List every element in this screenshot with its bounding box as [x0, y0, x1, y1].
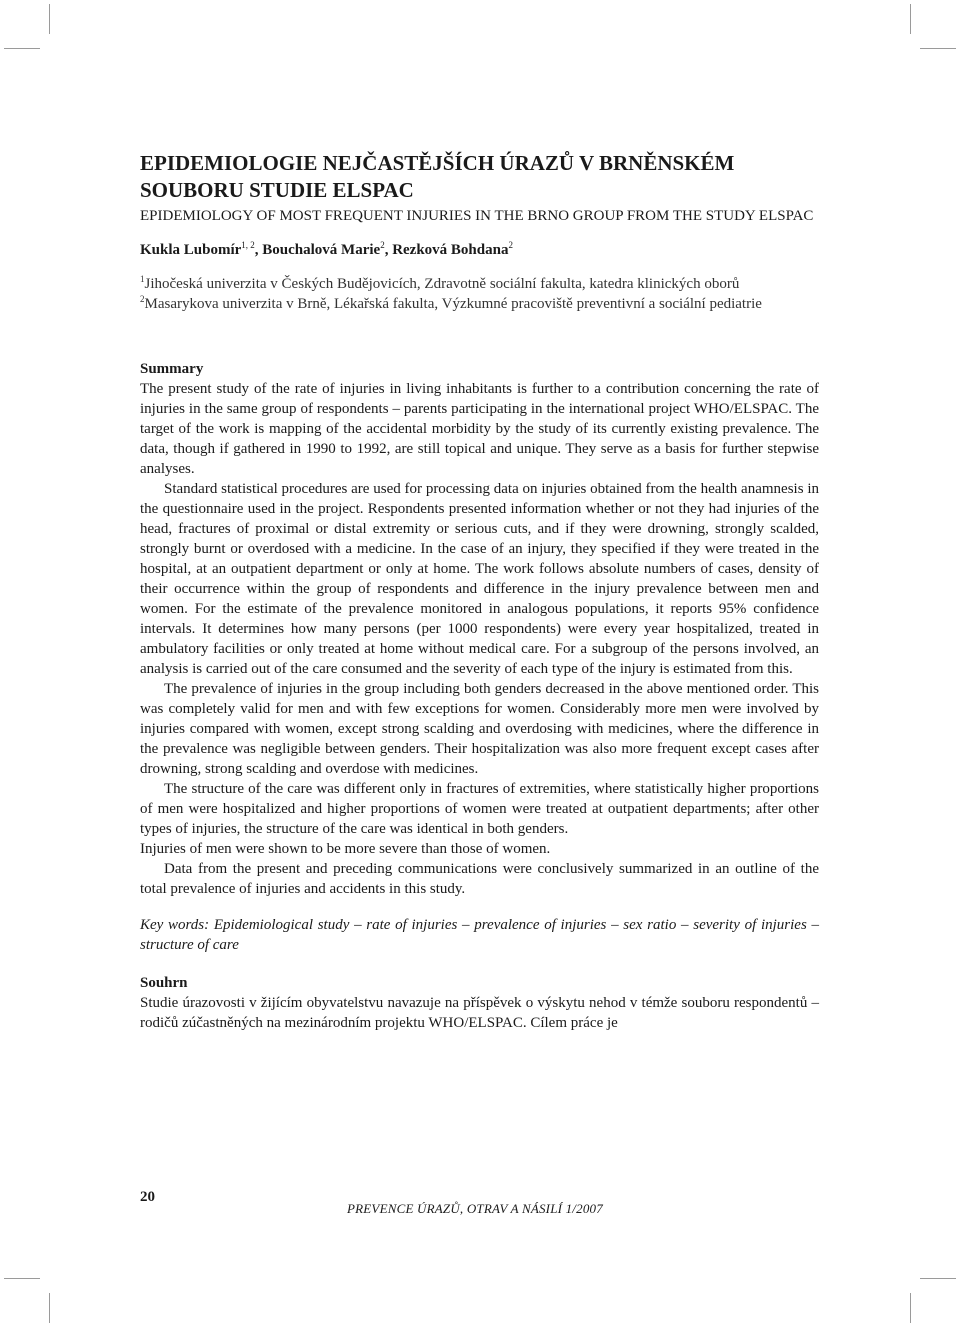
affiliation-number: 1	[140, 274, 145, 284]
author-affiliation-ref: 2	[380, 240, 385, 250]
summary-paragraph: Data from the present and preceding communications were conclusively summarized in an outline of the total prevalence of injuries and accidents in this study.	[140, 861, 819, 897]
affiliation-text: Masarykova univerzita v Brně, Lékařská fakulta, Výzkumné pracoviště preventivní a sociální pediatrie	[144, 296, 762, 312]
affiliation	[140, 274, 819, 294]
article-title: EPIDEMIOLOGIE NEJČASTĚJŠÍCH ÚRAZŮ V BRNĚNSKÉM SOUBORU STUDIE ELSPAC	[140, 151, 735, 202]
crop-mark	[4, 48, 40, 49]
crop-mark	[49, 1293, 50, 1323]
journal-footer: PREVENCE ÚRAZŮ, OTRAV A NÁSILÍ 1/2007	[347, 1201, 603, 1216]
author-name: Rezková Bohdana	[392, 242, 509, 258]
author-affiliation-ref: 2	[508, 240, 513, 250]
author-name: Kukla Lubomír	[140, 242, 242, 258]
summary-paragraph: Standard statistical procedures are used for processing data on injuries obtained from the health anamnesis in the questionnaire used in the project. Respondents presented information whether or not they had injuries of the head, fractures of proximal or distal extremity or serious cuts, and if they were drowning, strongly scalded, strongly burnt or overdosed with a medicine. In the case of an injury, they specified if they were treated in the hospital, at an outpatient department or only at home. The work follows absolute numbers of cases, density of their occurrence within the group of respondents and difference in the injury prevalence between men and women. For the estimate of the prevalence monitored in analogous populations, it reports 95% confidence intervals. It determines how many persons (per 1000 respondents) were every year hospitalized, treated in ambulatory facilities or only treated at home without medical care. For a subgroup of the persons involved, an analysis is carried out of the care consumed and the severity of each type of the injury is estimated from this.	[140, 481, 819, 677]
author-separator: ,	[384, 242, 393, 258]
summary-paragraph: The present study of the rate of injuries in living inhabitants is further to a contribution concerning the rate of injuries in the same group of respondents – parents participating in the international project WHO/ELSPAC. The target of the work is mapping of the accidental morbidity by the study of its currently existing prevalence. The data, though if gathered in 1990 to 1992, are still topical and unique. They serve as a basis for further stepwise analyses.	[140, 381, 819, 477]
crop-mark	[920, 48, 956, 49]
article-subtitle: EPIDEMIOLOGY OF MOST FREQUENT INJURIES IN THE BRNO GROUP FROM THE STUDY ELSPAC	[140, 208, 814, 224]
author-name: Bouchalová Marie	[262, 242, 381, 258]
summary-heading: Summary	[140, 361, 204, 377]
crop-mark	[920, 1278, 956, 1279]
author-separator: ,	[254, 242, 263, 258]
crop-mark	[910, 1293, 911, 1323]
souhrn-heading: Souhrn	[140, 975, 188, 991]
souhrn-paragraph: Studie úrazovosti v žijícím obyvatelstvu navazuje na příspěvek o výskytu nehod v témže souboru respondentů – rodičů zúčastněných na mezinárodním projektu WHO/ELSPAC. Cílem práce je	[140, 995, 819, 1031]
summary-paragraph: Injuries of men were shown to be more severe than those of women.	[140, 841, 551, 857]
summary-paragraph: The structure of the care was different only in fractures of extremities, where statistically higher proportions of men were hospitalized and higher proportions of women were treated at outpatient departments; after other types of injuries, the structure of the care was identical in both genders.	[140, 781, 819, 837]
affiliation-text: Jihočeská univerzita v Českých Budějovicích, Zdravotně sociální fakulta, katedra klinických oborů	[144, 276, 740, 292]
summary-paragraph: The prevalence of injuries in the group including both genders decreased in the above mentioned order. This was completely valid for men and with few exceptions for women. Considerably more men were involved by injuries compared with women, except strong scalding and overdosing with medicines, where the difference in the prevalence was negligible between genders. Their hospitalization was also more frequent except cases after drowning, strong scalding and overdose with medicines.	[140, 681, 819, 777]
crop-mark	[4, 1278, 40, 1279]
author-list	[140, 240, 819, 260]
author-affiliation-ref: 1, 2	[241, 240, 255, 250]
crop-mark	[49, 4, 50, 34]
crop-mark	[910, 4, 911, 34]
page-number: 20	[140, 1189, 155, 1205]
affiliation-number: 2	[140, 294, 145, 304]
affiliation	[140, 294, 819, 314]
keywords: Key words: Epidemiological study – rate of injuries – prevalence of injuries – sex ratio – severity of injuries – structure of care	[140, 917, 819, 953]
article	[140, 150, 819, 1033]
